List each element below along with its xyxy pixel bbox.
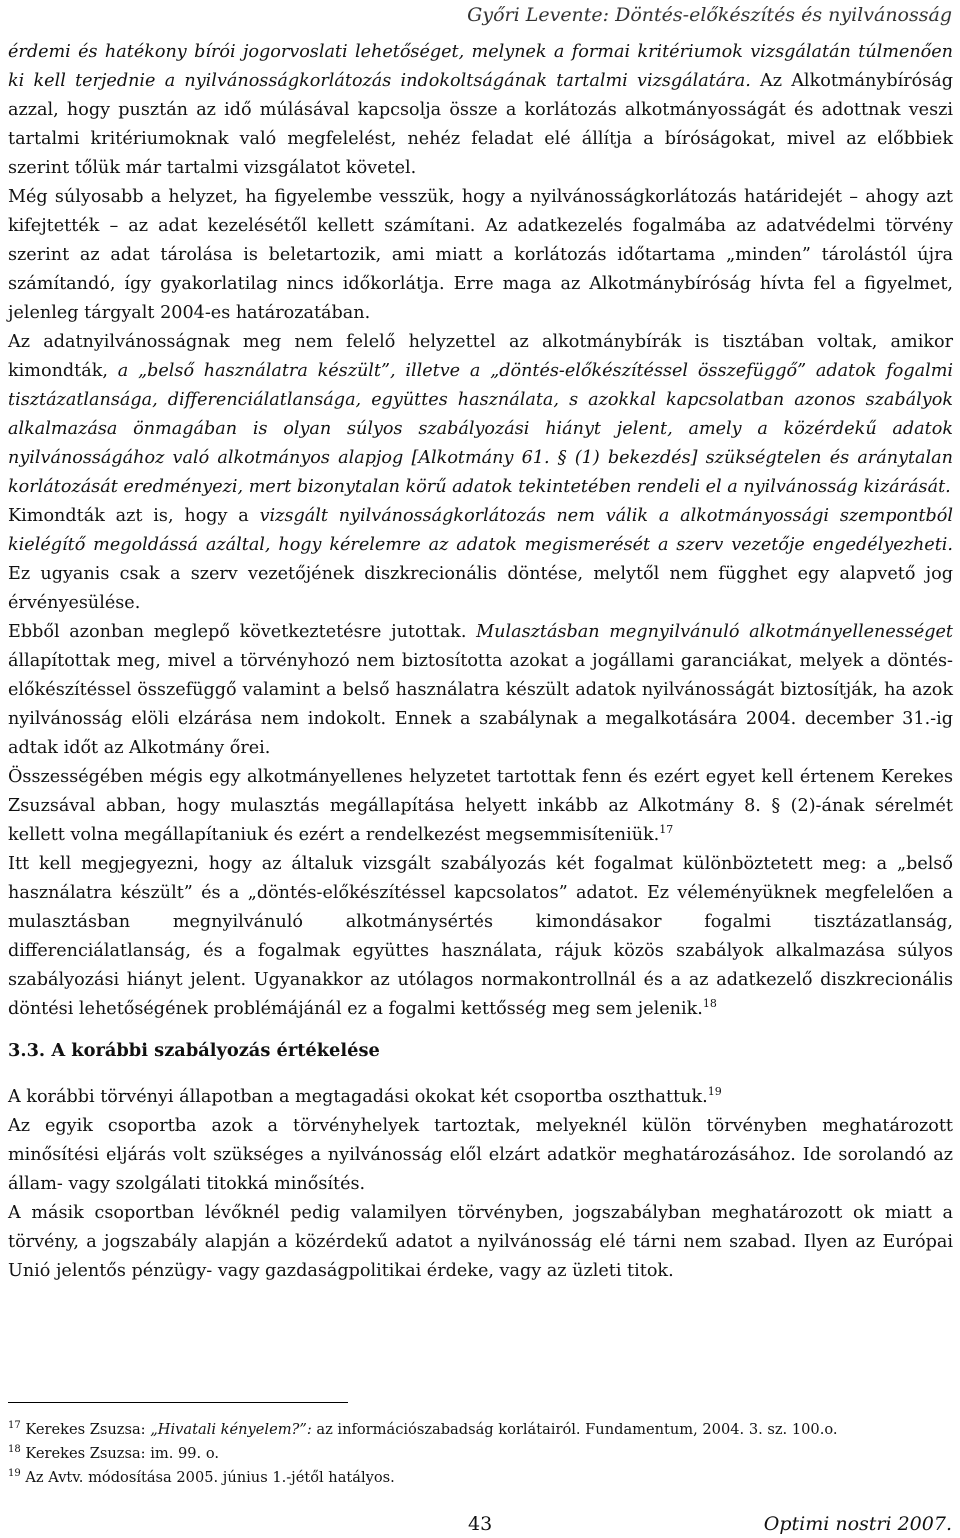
paragraph-text: Az adatnyilvánosságnak meg nem felelő helyzettel az alkotmánybírák is tisztában voltak, amikor kimondták, xyxy=(8,332,953,381)
paragraph xyxy=(8,850,953,1024)
footnote-italic: „Hivatali kényelem?”: xyxy=(150,1421,312,1438)
paragraph xyxy=(8,183,953,328)
footnote-text: Kerekes Zsuzsa: im. 99. o. xyxy=(20,1445,220,1462)
paragraph xyxy=(8,1083,953,1112)
italic-quote: érdemi és hatékony bírói jogorvoslati lehetőséget, melynek a formai kritériumok vizsgálatán túlmenően ki kell terjednie a nyilvánosságkorlátozás indokoltságának tartalmi vizsgálatára. xyxy=(8,42,953,91)
paragraph xyxy=(8,618,953,763)
page-number: 43 xyxy=(468,1513,493,1535)
paragraph-text: Összességében mégis egy alkotmányellenes helyzetet tartottak fenn és ezért egyet kell értenem Kerekes Zsuzsával abban, hogy mulasztás megállapítása helyett inkább az Alkotmány 8. § (2)-ának sérelmét kellett volna megállapítaniuk és ezért a rendelkezést megsemmisíteniük. xyxy=(8,767,953,845)
section-heading: 3.3. A korábbi szabályozás értékelése xyxy=(8,1040,380,1061)
footnote xyxy=(8,1418,953,1442)
footnote-text: Az Avtv. módosítása 2005. június 1.-jétől hatályos. xyxy=(20,1469,395,1486)
paragraph-text: Ebből azonban meglepő következtetésre jutottak. xyxy=(8,622,477,642)
paragraph-text-tail: Ez ugyanis csak a szerv vezetőjének diszkrecionális döntése, melytől nem függhet egy alapvető jog érvényesülése. xyxy=(8,564,953,613)
footnote-number: 17 xyxy=(8,1420,21,1432)
body-text xyxy=(8,38,953,1286)
footnote-text: Kerekes Zsuzsa: xyxy=(20,1421,151,1438)
paragraph-text: Még súlyosabb a helyzet, ha figyelembe vesszük, hogy a nyilvánosságkorlátozás határidejét – ahogy azt kifejtették – az adat kezelésétől kellett számítani. Az adatkezelés fogalmába az adatvédelmi törvény szerint az adat tárolása is beletartozik, ami miatt a korlátozás időtartama „minden” tárolástól újra számítandó, így gyakorlatilag nincs időkorlátja. Erre maga az Alkotmánybíróság hívta fel a figyelmet, jelenleg tárgyalt 2004-es határozatában. xyxy=(8,187,953,323)
paragraph xyxy=(8,763,953,850)
footnote xyxy=(8,1442,953,1466)
paragraph-text: A korábbi törvényi állapotban a megtagadási okokat két csoportba oszthattuk. xyxy=(8,1087,708,1107)
running-head: Győri Levente: Döntés-előkészítés és nyilvánosság xyxy=(467,4,952,26)
footnote-ref[interactable]: 19 xyxy=(707,1085,722,1099)
footnote-number: 19 xyxy=(8,1468,21,1480)
footnote xyxy=(8,1466,953,1490)
footnote-ref[interactable]: 17 xyxy=(659,823,674,837)
footnotes xyxy=(8,1418,953,1490)
footnote-text-tail: az információszabadság korlátairól. Fundamentum, 2004. 3. sz. 100.o. xyxy=(311,1421,838,1438)
paragraph-text: Kimondták azt is, hogy a xyxy=(8,506,260,526)
paragraph xyxy=(8,1112,953,1199)
paragraph-text: Itt kell megjegyezni, hogy az általuk vizsgált szabályozás két fogalmat különböztetett meg: a „belső használatra készült” és a „döntés-előkészítéssel kapcsolatos” adatot. Ez véleményüknek megfelelően a mulasztásban megnyilvánuló alkotmánysértés kimondásakor fogalmi tisztázatlanság, differenciálatlanság, és a fogalmak együttes használata, rájuk közös szabályok alkalmazása súlyos szabályozási hiányt jelent. Ugyanakkor az utólagos normakontrollnál és a az adatkezelő diszkrecionális döntési lehetőségének problémájánál ez a fogalmi kettősség meg sem jelenik. xyxy=(8,854,953,1019)
paragraph xyxy=(8,328,953,502)
publication-footer: Optimi nostri 2007. xyxy=(763,1513,952,1535)
footnote-number: 18 xyxy=(8,1444,21,1456)
paragraph-text: Az egyik csoportba azok a törvényhelyek tartoztak, melyeknél külön törvényben meghatározott minősítési eljárás volt szükséges a nyilvánosság elől elzárt adatkör meghatározásához. Ide sorolandó az állam- vagy szolgálati titokká minősítés. xyxy=(8,1116,953,1194)
paragraph-text-tail: állapítottak meg, mivel a törvényhozó nem biztosította azokat a jogállami garanciákat, melyek a döntés-előkészítéssel összefüggő valamint a belső használatra készült adatok nyilvánosságát biztosítják, ha azok nyilvánosság elöli elzárása nem indokolt. Ennek a szabálynak a megalkotására 2004. december 31.-ig adtak időt az Alkotmány őrei. xyxy=(8,651,953,758)
footnote-ref[interactable]: 18 xyxy=(702,997,717,1011)
paragraph xyxy=(8,1199,953,1286)
italic-quote: Mulasztásban megnyilvánuló alkotmányellenességet xyxy=(476,622,954,642)
footnote-separator xyxy=(8,1402,348,1403)
paragraph-text: A másik csoportban lévőknél pedig valamilyen törvényben, jogszabályban meghatározott ok miatt a törvény, a jogszabály alapján a közérdekű adatot a nyilvánosság elé tárni nem szabad. Ilyen az Európai Unió jelentős pénzügy- vagy gazdaságpolitikai érdeke, vagy az üzleti titok. xyxy=(8,1203,953,1281)
paragraph xyxy=(8,38,953,183)
italic-quote: vizsgált nyilvánosságkorlátozás nem válik a alkotmányossági szempontból kielégítő megoldássá azáltal, hogy kérelemre az adatok megismerését a szerv vezetője engedélyezheti. xyxy=(8,506,953,555)
italic-quote: a „belső használatra készült”, illetve a „döntés-előkészítéssel összefüggő” adatok fogalmi tisztázatlansága, differenciálatlansága, együttes használata, s azokkal kapcsolatban azonos szabályok alkalmazása önmagában is olyan súlyos szabályozási hiányt jelent, amely a közérdekű adatok nyilvánosságához való alkotmányos alapjog [Alkotmány 61. § (1) bekezdés] szükségtelen és aránytalan korlátozását eredményezi, mert bizonytalan körű adatok tekintetében rendeli el a nyilvánosság kizárását. xyxy=(8,361,954,497)
paragraph xyxy=(8,502,953,618)
paragraph-text: Az Alkotmánybíróság azzal, hogy pusztán az idő múlásával kapcsolja össze a korlátozás alkotmányosságát és adottnak veszi tartalmi kritériumoknak való megfelelést, nehéz feladat elé állítja a bíróságokat, mivel az előbbiek szerint tőlük már tartalmi vizsgálatot követel. xyxy=(8,71,954,178)
